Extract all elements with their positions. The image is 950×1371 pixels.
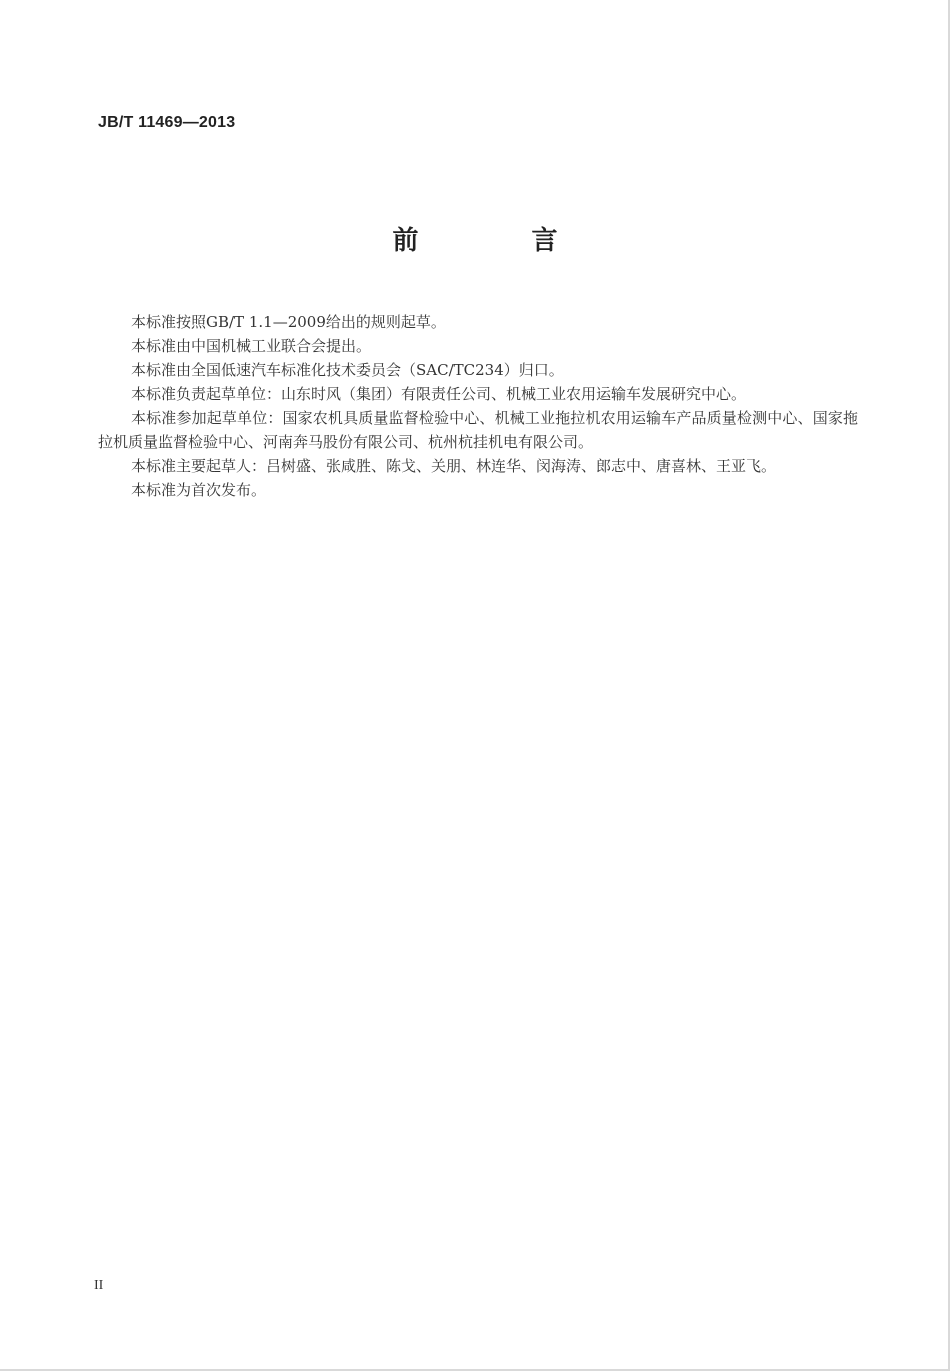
paragraph-proposer: 本标准由中国机械工业联合会提出。 xyxy=(131,337,372,355)
paragraph-participating-drafters: 本标准参加起草单位：国家农机具质量监督检验中心、机械工业拖拉机农用运输车产品质量检测中心、国家拖拉机质量监督检验中心、河南奔马股份有限公司、杭州杭挂机电有限公司。 xyxy=(98,409,858,451)
paragraph-committee: 本标准由全国低速汽车标准化技术委员会（SAC/TC234）归口。 xyxy=(131,361,564,379)
paragraph-drafting-rules: 本标准按照GB/T 1.1—2009给出的规则起草。 xyxy=(131,313,446,331)
foreword-body xyxy=(98,310,858,502)
standard-number: JB/T 11469—2013 xyxy=(98,114,236,131)
paragraph-lead-drafters: 本标准负责起草单位：山东时风（集团）有限责任公司、机械工业农用运输车发展研究中心。 xyxy=(131,385,747,403)
paragraph-first-release: 本标准为首次发布。 xyxy=(131,481,267,499)
paragraph-main-drafters: 本标准主要起草人：吕树盛、张咸胜、陈戈、关朋、林连华、闵海涛、郎志中、唐喜林、王亚飞。 xyxy=(131,457,777,475)
page-number: II xyxy=(94,1278,104,1293)
page-title: 前 言 xyxy=(392,226,610,256)
